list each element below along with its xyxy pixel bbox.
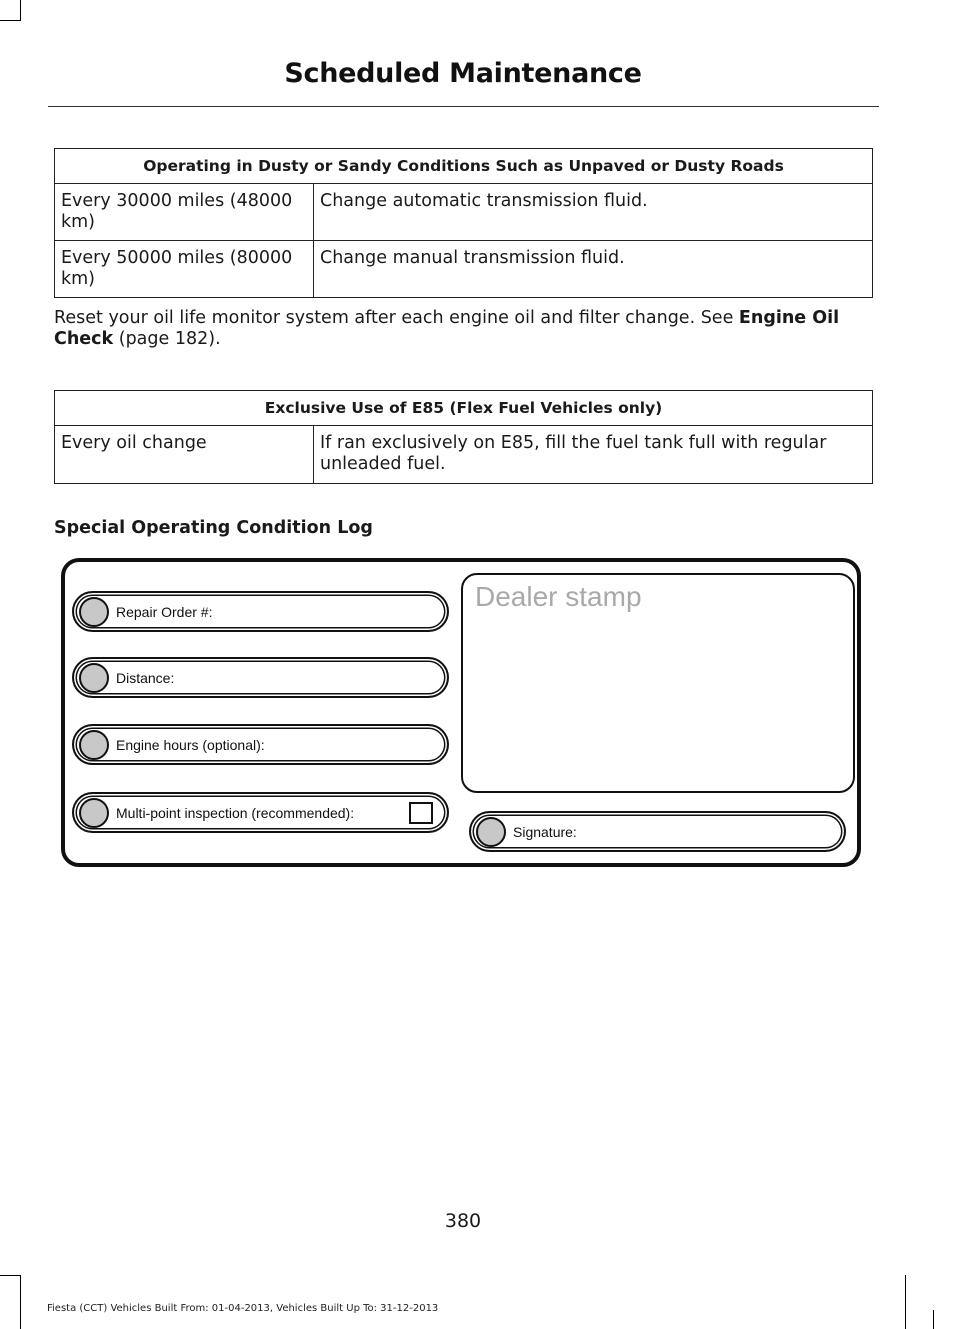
engine-hours-label: Engine hours (optional): bbox=[116, 737, 265, 753]
dealer-stamp-label: Dealer stamp bbox=[475, 581, 642, 612]
inspection-field bbox=[72, 792, 449, 833]
engine-oil-check-link[interactable]: Engine Oil Check bbox=[54, 308, 840, 349]
crop-mark bbox=[20, 1275, 21, 1329]
interval-cell: Every 30000 miles (48000 km) bbox=[55, 184, 314, 241]
inspection-checkbox[interactable] bbox=[409, 802, 433, 824]
note-text: Reset your oil life monitor system after each engine oil and filter change. See bbox=[54, 308, 739, 328]
action-cell: If ran exclusively on E85, fill the fuel tank full with regular unleaded fuel. bbox=[314, 426, 873, 484]
page-footer: Fiesta (CCT) Vehicles Built From: 01-04-2013, Vehicles Built Up To: 31-12-2013 bbox=[47, 1303, 439, 1314]
distance-field[interactable] bbox=[72, 657, 449, 698]
dusty-conditions-table bbox=[54, 148, 873, 298]
title-divider bbox=[48, 106, 879, 107]
action-cell: Change manual transmission fluid. bbox=[314, 241, 873, 298]
crop-mark bbox=[933, 1310, 934, 1329]
repair-order-label: Repair Order #: bbox=[116, 604, 213, 620]
table-row bbox=[55, 426, 873, 484]
circle-marker-icon bbox=[476, 817, 506, 847]
dealer-stamp-box bbox=[461, 573, 855, 793]
crop-mark bbox=[905, 1275, 906, 1329]
page-title: Scheduled Maintenance bbox=[284, 58, 642, 89]
page-number: 380 bbox=[444, 1210, 482, 1232]
action-cell: Change automatic transmission fluid. bbox=[314, 184, 873, 241]
section-heading: Special Operating Condition Log bbox=[54, 518, 373, 538]
repair-order-field[interactable] bbox=[72, 591, 449, 632]
crop-mark bbox=[0, 1275, 21, 1276]
inspection-label: Multi-point inspection (recommended): bbox=[116, 805, 355, 821]
table-row bbox=[55, 241, 873, 298]
circle-marker-icon bbox=[79, 730, 109, 760]
crop-mark bbox=[20, 0, 21, 21]
distance-label: Distance: bbox=[116, 670, 175, 686]
signature-label: Signature: bbox=[513, 824, 577, 840]
circle-marker-icon bbox=[79, 663, 109, 693]
interval-cell: Every 50000 miles (80000 km) bbox=[55, 241, 314, 298]
crop-mark bbox=[0, 20, 21, 21]
table-row bbox=[55, 184, 873, 241]
page-reference: (page 182). bbox=[113, 329, 221, 349]
signature-field[interactable] bbox=[469, 811, 846, 852]
engine-hours-field[interactable] bbox=[72, 724, 449, 765]
interval-cell: Every oil change bbox=[55, 426, 314, 484]
e85-table bbox=[54, 390, 873, 484]
reset-oil-monitor-note bbox=[54, 308, 876, 350]
circle-marker-icon bbox=[79, 597, 109, 627]
dusty-table-header: Operating in Dusty or Sandy Conditions Such as Unpaved or Dusty Roads bbox=[55, 149, 873, 184]
e85-table-header: Exclusive Use of E85 (Flex Fuel Vehicles only) bbox=[55, 391, 873, 426]
circle-marker-icon bbox=[79, 798, 109, 828]
